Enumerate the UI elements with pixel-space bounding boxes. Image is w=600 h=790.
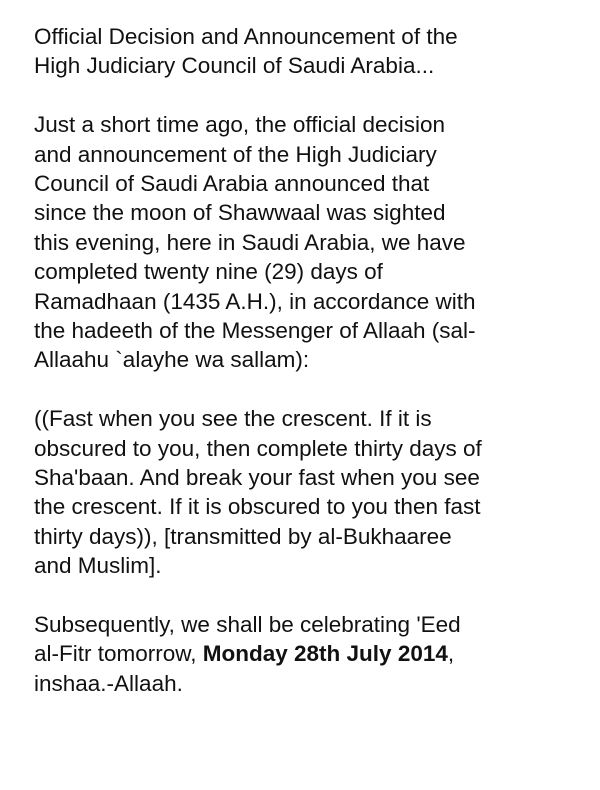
- hadith-line: Sha'baan. And break your fast when you see: [34, 465, 480, 491]
- closing-line-prefix: al-Fitr tomorrow,: [34, 641, 203, 667]
- eid-date: Monday 28th July 2014: [202, 641, 448, 667]
- body-line: Allaahu `alayhe wa sallam):: [34, 347, 310, 373]
- body-line: Ramadhaan (1435 A.H.), in accordance with: [34, 288, 476, 314]
- hadith-line: the crescent. If it is obscured to you then fast: [34, 494, 481, 520]
- body-line: completed twenty nine (29) days of: [34, 259, 383, 285]
- hadith-line: and Muslim].: [34, 553, 162, 579]
- hadith-line: obscured to you, then complete thirty days of: [34, 435, 482, 461]
- body-line: Council of Saudi Arabia announced that: [34, 171, 430, 197]
- body-line: the hadeeth of the Messenger of Allaah (sal-: [34, 318, 476, 344]
- closing-line: inshaa.-Allaah.: [34, 670, 183, 696]
- announcement-title: [34, 22, 582, 81]
- closing-line: [34, 639, 582, 668]
- announcement-body: [34, 110, 582, 375]
- hadith-line: thirty days)), [transmitted by al-Bukhaaree: [34, 523, 452, 549]
- closing-paragraph: [34, 610, 582, 698]
- closing-line-suffix: ,: [447, 641, 455, 667]
- body-line: Just a short time ago, the official decision: [34, 112, 446, 138]
- hadith-line: ((Fast when you see the crescent. If it is: [34, 406, 432, 432]
- hadith-quote: [34, 404, 582, 580]
- body-line: this evening, here in Saudi Arabia, we have: [34, 229, 466, 255]
- body-line: since the moon of Shawwaal was sighted: [34, 200, 446, 226]
- announcement-document: [34, 22, 582, 698]
- body-line: and announcement of the High Judiciary: [34, 141, 437, 167]
- closing-line: Subsequently, we shall be celebrating 'Eed: [34, 612, 461, 638]
- title-line: High Judiciary Council of Saudi Arabia...: [34, 53, 435, 79]
- title-line: Official Decision and Announcement of the: [34, 24, 458, 49]
